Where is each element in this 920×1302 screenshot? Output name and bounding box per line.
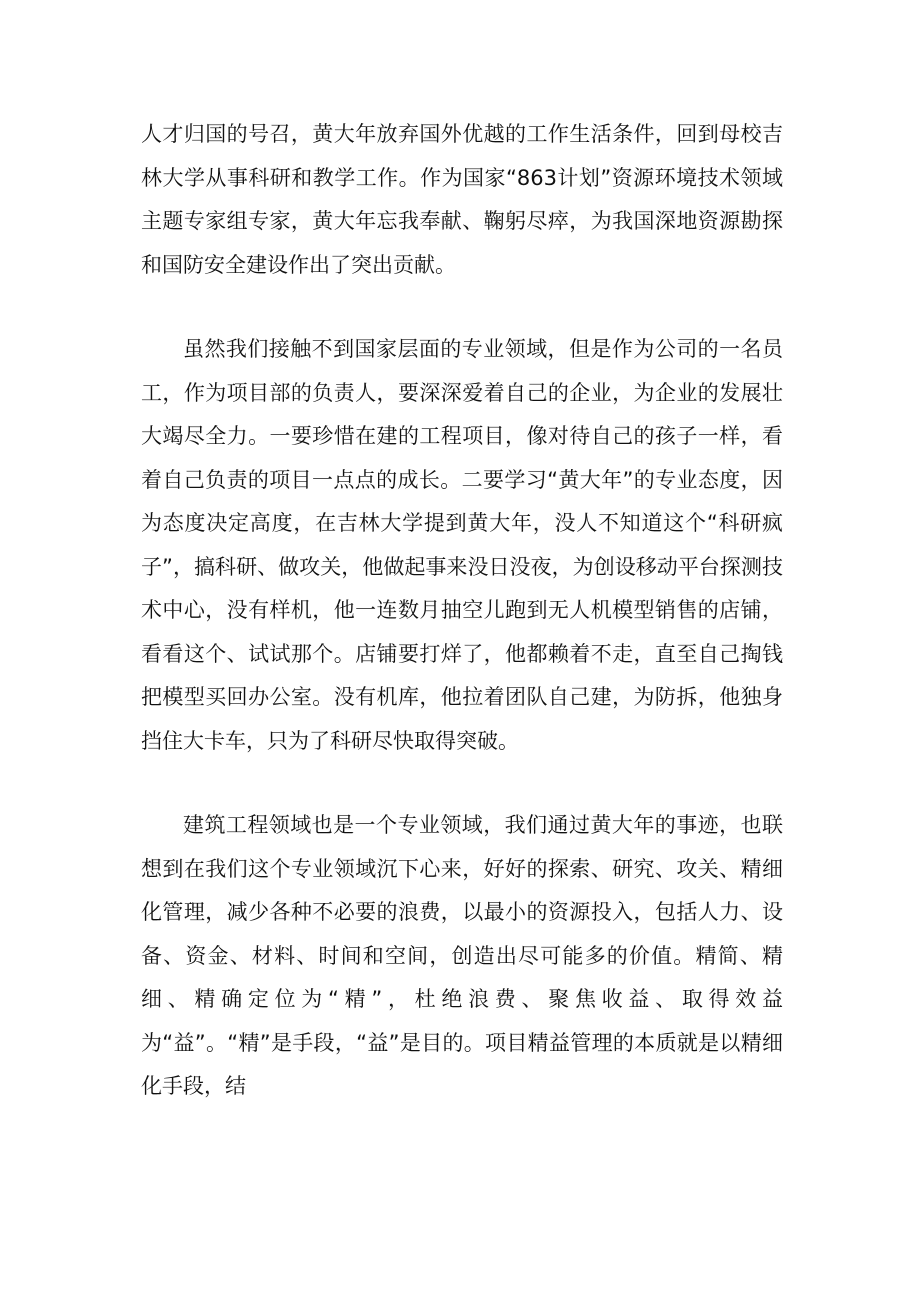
document-body	[141, 113, 783, 1109]
paragraph-1: 人才归国的号召，黄大年放弃国外优越的工作生活条件，回到母校吉林大学从事科研和教学工作。作为国家“863计划”资源环境技术领域主题专家组专家，黄大年忘我奉献、鞠躬尽瘁，为我国深地资源勘探和国防安全建设作出了突出贡献。	[141, 122, 783, 277]
paragraph-2: 虽然我们接触不到国家层面的专业领域，但是作为公司的一名员工，作为项目部的负责人，要深深爱着自己的企业，为企业的发展壮大竭尽全力。一要珍惜在建的工程项目，像对待自己的孩子一样，看着自己负责的项目一点点的成长。二要学习“黄大年”的专业态度，因为态度决定高度，在吉林大学提到黄大年，没人不知道这个“科研疯子”，搞科研、做攻关，他做起事来没日没夜，为创设移动平台探测技术中心，没有样机，他一连数月抽空儿跑到无人机模型销售的店铺，看看这个、试试那个。店铺要打烊了，他都赖着不走，直至自己掏钱把模型买回办公室。没有机库，他拉着团队自己建，为防拆，他独身挡住大卡车，只为了科研尽快取得突破。	[141, 337, 783, 753]
paragraph-3: 建筑工程领域也是一个专业领域，我们通过黄大年的事迹，也联想到在我们这个专业领域沉下心来，好好的探索、研究、攻关、精细化管理，减少各种不必要的浪费，以最小的资源投入，包括人力、设备、资金、材料、时间和空间，创造出尽可能多的价值。精简、精细、精确定位为“精”，杜绝浪费、聚焦收益、取得效益为“益”。“精”是手段，“益”是目的。项目精益管理的本质就是以精细化手段，结	[141, 813, 783, 1098]
